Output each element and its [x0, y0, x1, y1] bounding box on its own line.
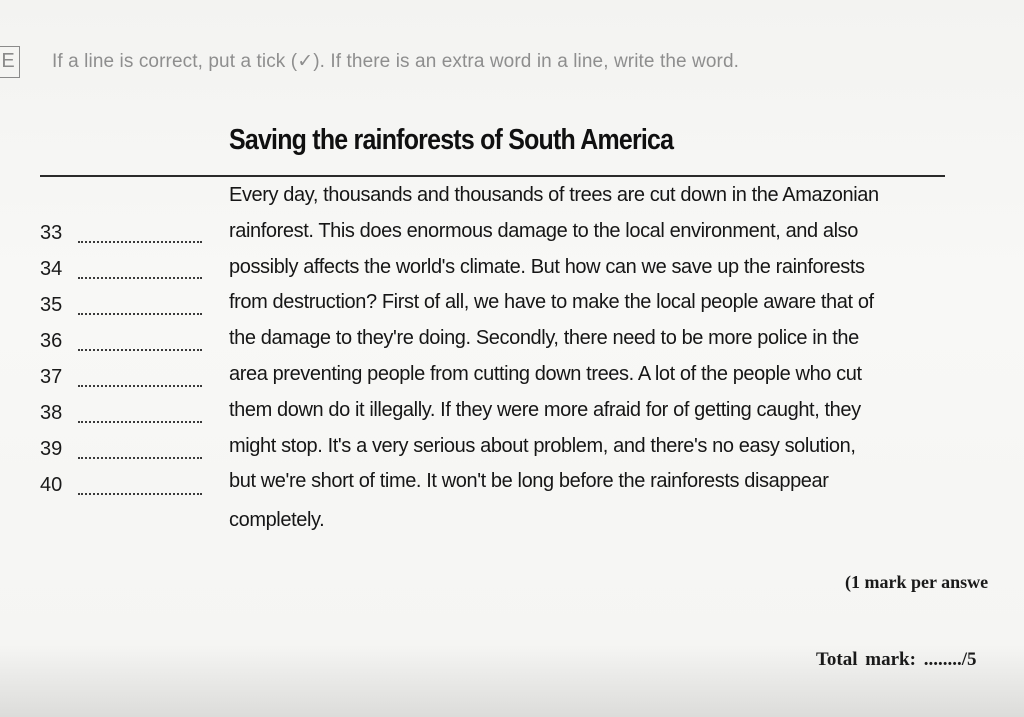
- answer-blank-35[interactable]: [78, 313, 202, 315]
- question-number-37: 37: [40, 366, 63, 388]
- question-number-38: 38: [40, 402, 63, 424]
- passage-closing-line: completely.: [229, 509, 325, 531]
- question-number-33: 33: [40, 222, 63, 244]
- question-number-39: 39: [40, 438, 63, 460]
- answer-blank-37[interactable]: [78, 385, 202, 387]
- title-divider: [40, 175, 945, 177]
- question-number-34: 34: [40, 258, 63, 280]
- answer-blank-39[interactable]: [78, 457, 202, 459]
- answer-blank-33[interactable]: [78, 241, 202, 243]
- passage-line-35: from destruction? First of all, we have to make the local people aware that of: [229, 291, 874, 313]
- answer-blank-34[interactable]: [78, 277, 202, 279]
- question-number-40: 40: [40, 474, 63, 496]
- total-mark: Total mark: ......../5: [816, 649, 977, 670]
- passage-line-34: possibly affects the world's climate. But how can we save up the rainforests: [229, 256, 865, 278]
- passage-title: Saving the rainforests of South America: [229, 124, 674, 156]
- passage-line-40: but we're short of time. It won't be long before the rainforests disappear: [229, 470, 829, 492]
- passage-line-39: might stop. It's a very serious about problem, and there's no easy solution,: [229, 435, 856, 457]
- passage-line-33: rainforest. This does enormous damage to the local environment, and also: [229, 220, 858, 242]
- question-number-35: 35: [40, 294, 63, 316]
- marks-per-answer-note: (1 mark per answe: [845, 572, 989, 592]
- passage-line-38: them down do it illegally. If they were more afraid for of getting caught, they: [229, 399, 861, 421]
- answer-blank-36[interactable]: [78, 349, 202, 351]
- question-number-36: 36: [40, 330, 63, 352]
- exercise-instruction: If a line is correct, put a tick (✓). If there is an extra word in a line, write the word.: [52, 51, 740, 72]
- passage-line-36: the damage to they're doing. Secondly, there need to be more police in the: [229, 327, 859, 349]
- passage-opening-line: Every day, thousands and thousands of trees are cut down in the Amazonian: [229, 184, 879, 206]
- answer-blank-38[interactable]: [78, 421, 202, 423]
- answer-blank-40[interactable]: [78, 493, 202, 495]
- passage-line-37: area preventing people from cutting down trees. A lot of the people who cut: [229, 363, 862, 385]
- section-letter-box: E: [0, 46, 20, 78]
